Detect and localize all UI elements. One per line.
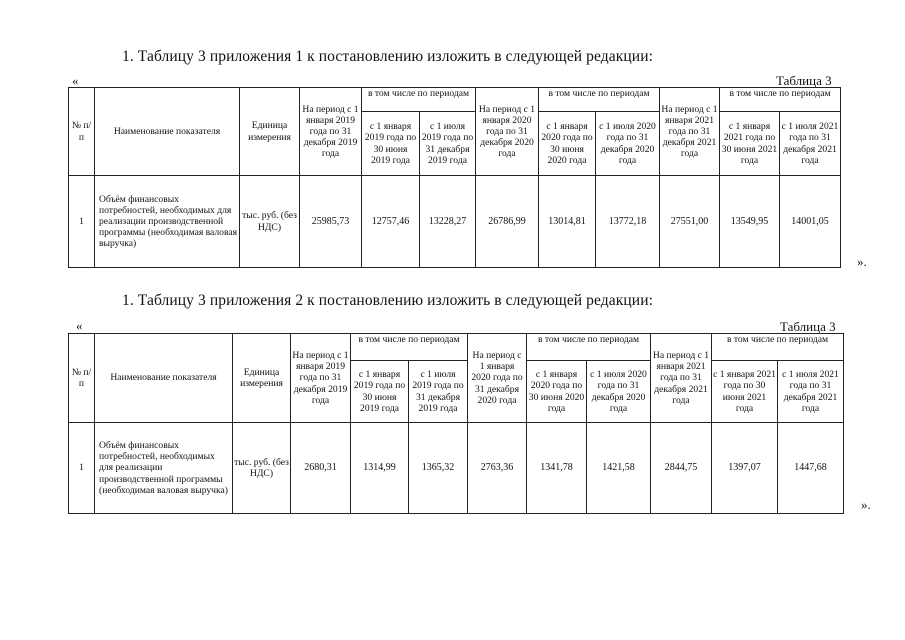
header-h2-2020: с 1 июля 2020 года по 31 декабря 2020 года <box>596 112 660 176</box>
value-total-2019: 25985,73 <box>300 176 362 268</box>
header-h1-2019: с 1 января 2019 года по 30 июня 2019 года <box>362 112 420 176</box>
value-total-2021: 27551,00 <box>660 176 720 268</box>
header-subperiods-2020: в том числе по периодам <box>527 334 651 361</box>
row-unit: тыс. руб. (без НДС) <box>233 423 291 514</box>
value-total-2020: 26786,99 <box>476 176 539 268</box>
header-h1-2020: с 1 января 2020 года по 30 июня 2020 года <box>539 112 596 176</box>
section-2-table-label: Таблица 3 <box>780 319 836 334</box>
section-1-quote-close: ». <box>857 254 867 269</box>
header-unit: Единица измерения <box>240 88 300 176</box>
section-1-table-label: Таблица 3 <box>776 73 832 88</box>
header-num: № п/п <box>69 88 95 176</box>
value-h2-2021: 14001,05 <box>780 176 841 268</box>
table-row <box>69 176 841 268</box>
value-h2-2020: 13772,18 <box>596 176 660 268</box>
header-h2-2020: с 1 июля 2020 года по 31 декабря 2020 года <box>587 361 651 423</box>
value-h2-2019: 1365,32 <box>409 423 468 514</box>
value-h1-2020: 13014,81 <box>539 176 596 268</box>
section-1-heading: 1. Таблицу 3 приложения 1 к постановлению изложить в следующей редакции: <box>122 48 653 65</box>
value-total-2019: 2680,31 <box>291 423 351 514</box>
row-indicator: Объём финансовых потребностей, необходимых для реализации производственной программы (необходимая валовая выручка) <box>95 423 233 514</box>
value-h1-2021: 13549,95 <box>720 176 780 268</box>
header-period-total-2021: На период с 1 января 2021 года по 31 декабря 2021 года <box>660 88 720 176</box>
header-period-total-2020: На период с 1 января 2020 года по 31 декабря 2020 года <box>468 334 527 423</box>
header-num: № п/п <box>69 334 95 423</box>
table-row <box>69 423 844 514</box>
header-subperiods-2021: в том числе по периодам <box>720 88 841 112</box>
header-period-total-2021: На период с 1 января 2021 года по 31 декабря 2021 года <box>651 334 712 423</box>
header-subperiods-2019: в том числе по периодам <box>351 334 468 361</box>
header-indicator: Наименование показателя <box>95 334 233 423</box>
row-num: 1 <box>69 176 95 268</box>
header-unit: Единица измерения <box>233 334 291 423</box>
header-h1-2021: с 1 января 2021 года по 30 июня 2021 года <box>712 361 778 423</box>
value-total-2020: 2763,36 <box>468 423 527 514</box>
header-indicator: Наименование показателя <box>95 88 240 176</box>
header-period-total-2020: На период с 1 января 2020 года по 31 декабря 2020 года <box>476 88 539 176</box>
section-2-heading: 1. Таблицу 3 приложения 2 к постановлению изложить в следующей редакции: <box>122 292 653 309</box>
value-h2-2021: 1447,68 <box>778 423 844 514</box>
section-2-quote-open: « <box>76 318 83 333</box>
header-h1-2019: с 1 января 2019 года по 30 июня 2019 года <box>351 361 409 423</box>
row-indicator: Объём финансовых потребностей, необходимых для реализации производственной программы (необходимая валовая выручка) <box>95 176 240 268</box>
header-period-total-2019: На период с 1 января 2019 года по 31 декабря 2019 года <box>300 88 362 176</box>
value-h2-2020: 1421,58 <box>587 423 651 514</box>
header-h2-2019: с 1 июля 2019 года по 31 декабря 2019 года <box>409 361 468 423</box>
header-h2-2019: с 1 июля 2019 года по 31 декабря 2019 года <box>420 112 476 176</box>
header-h2-2021: с 1 июля 2021 года по 31 декабря 2021 года <box>778 361 844 423</box>
value-h1-2019: 1314,99 <box>351 423 409 514</box>
section-2-quote-close: ». <box>861 497 871 512</box>
value-h2-2019: 13228,27 <box>420 176 476 268</box>
value-h1-2019: 12757,46 <box>362 176 420 268</box>
row-unit: тыс. руб. (без НДС) <box>240 176 300 268</box>
header-subperiods-2021: в том числе по периодам <box>712 334 844 361</box>
header-subperiods-2019: в том числе по периодам <box>362 88 476 112</box>
row-num: 1 <box>69 423 95 514</box>
section-1-quote-open: « <box>72 73 79 88</box>
value-h1-2021: 1397,07 <box>712 423 778 514</box>
header-h1-2021: с 1 января 2021 года по 30 июня 2021 года <box>720 112 780 176</box>
header-h2-2021: с 1 июля 2021 года по 31 декабря 2021 года <box>780 112 841 176</box>
section-1-table <box>68 87 841 268</box>
header-period-total-2019: На период с 1 января 2019 года по 31 декабря 2019 года <box>291 334 351 423</box>
section-2-table <box>68 333 844 514</box>
header-h1-2020: с 1 января 2020 года по 30 июня 2020 года <box>527 361 587 423</box>
header-subperiods-2020: в том числе по периодам <box>539 88 660 112</box>
value-total-2021: 2844,75 <box>651 423 712 514</box>
value-h1-2020: 1341,78 <box>527 423 587 514</box>
